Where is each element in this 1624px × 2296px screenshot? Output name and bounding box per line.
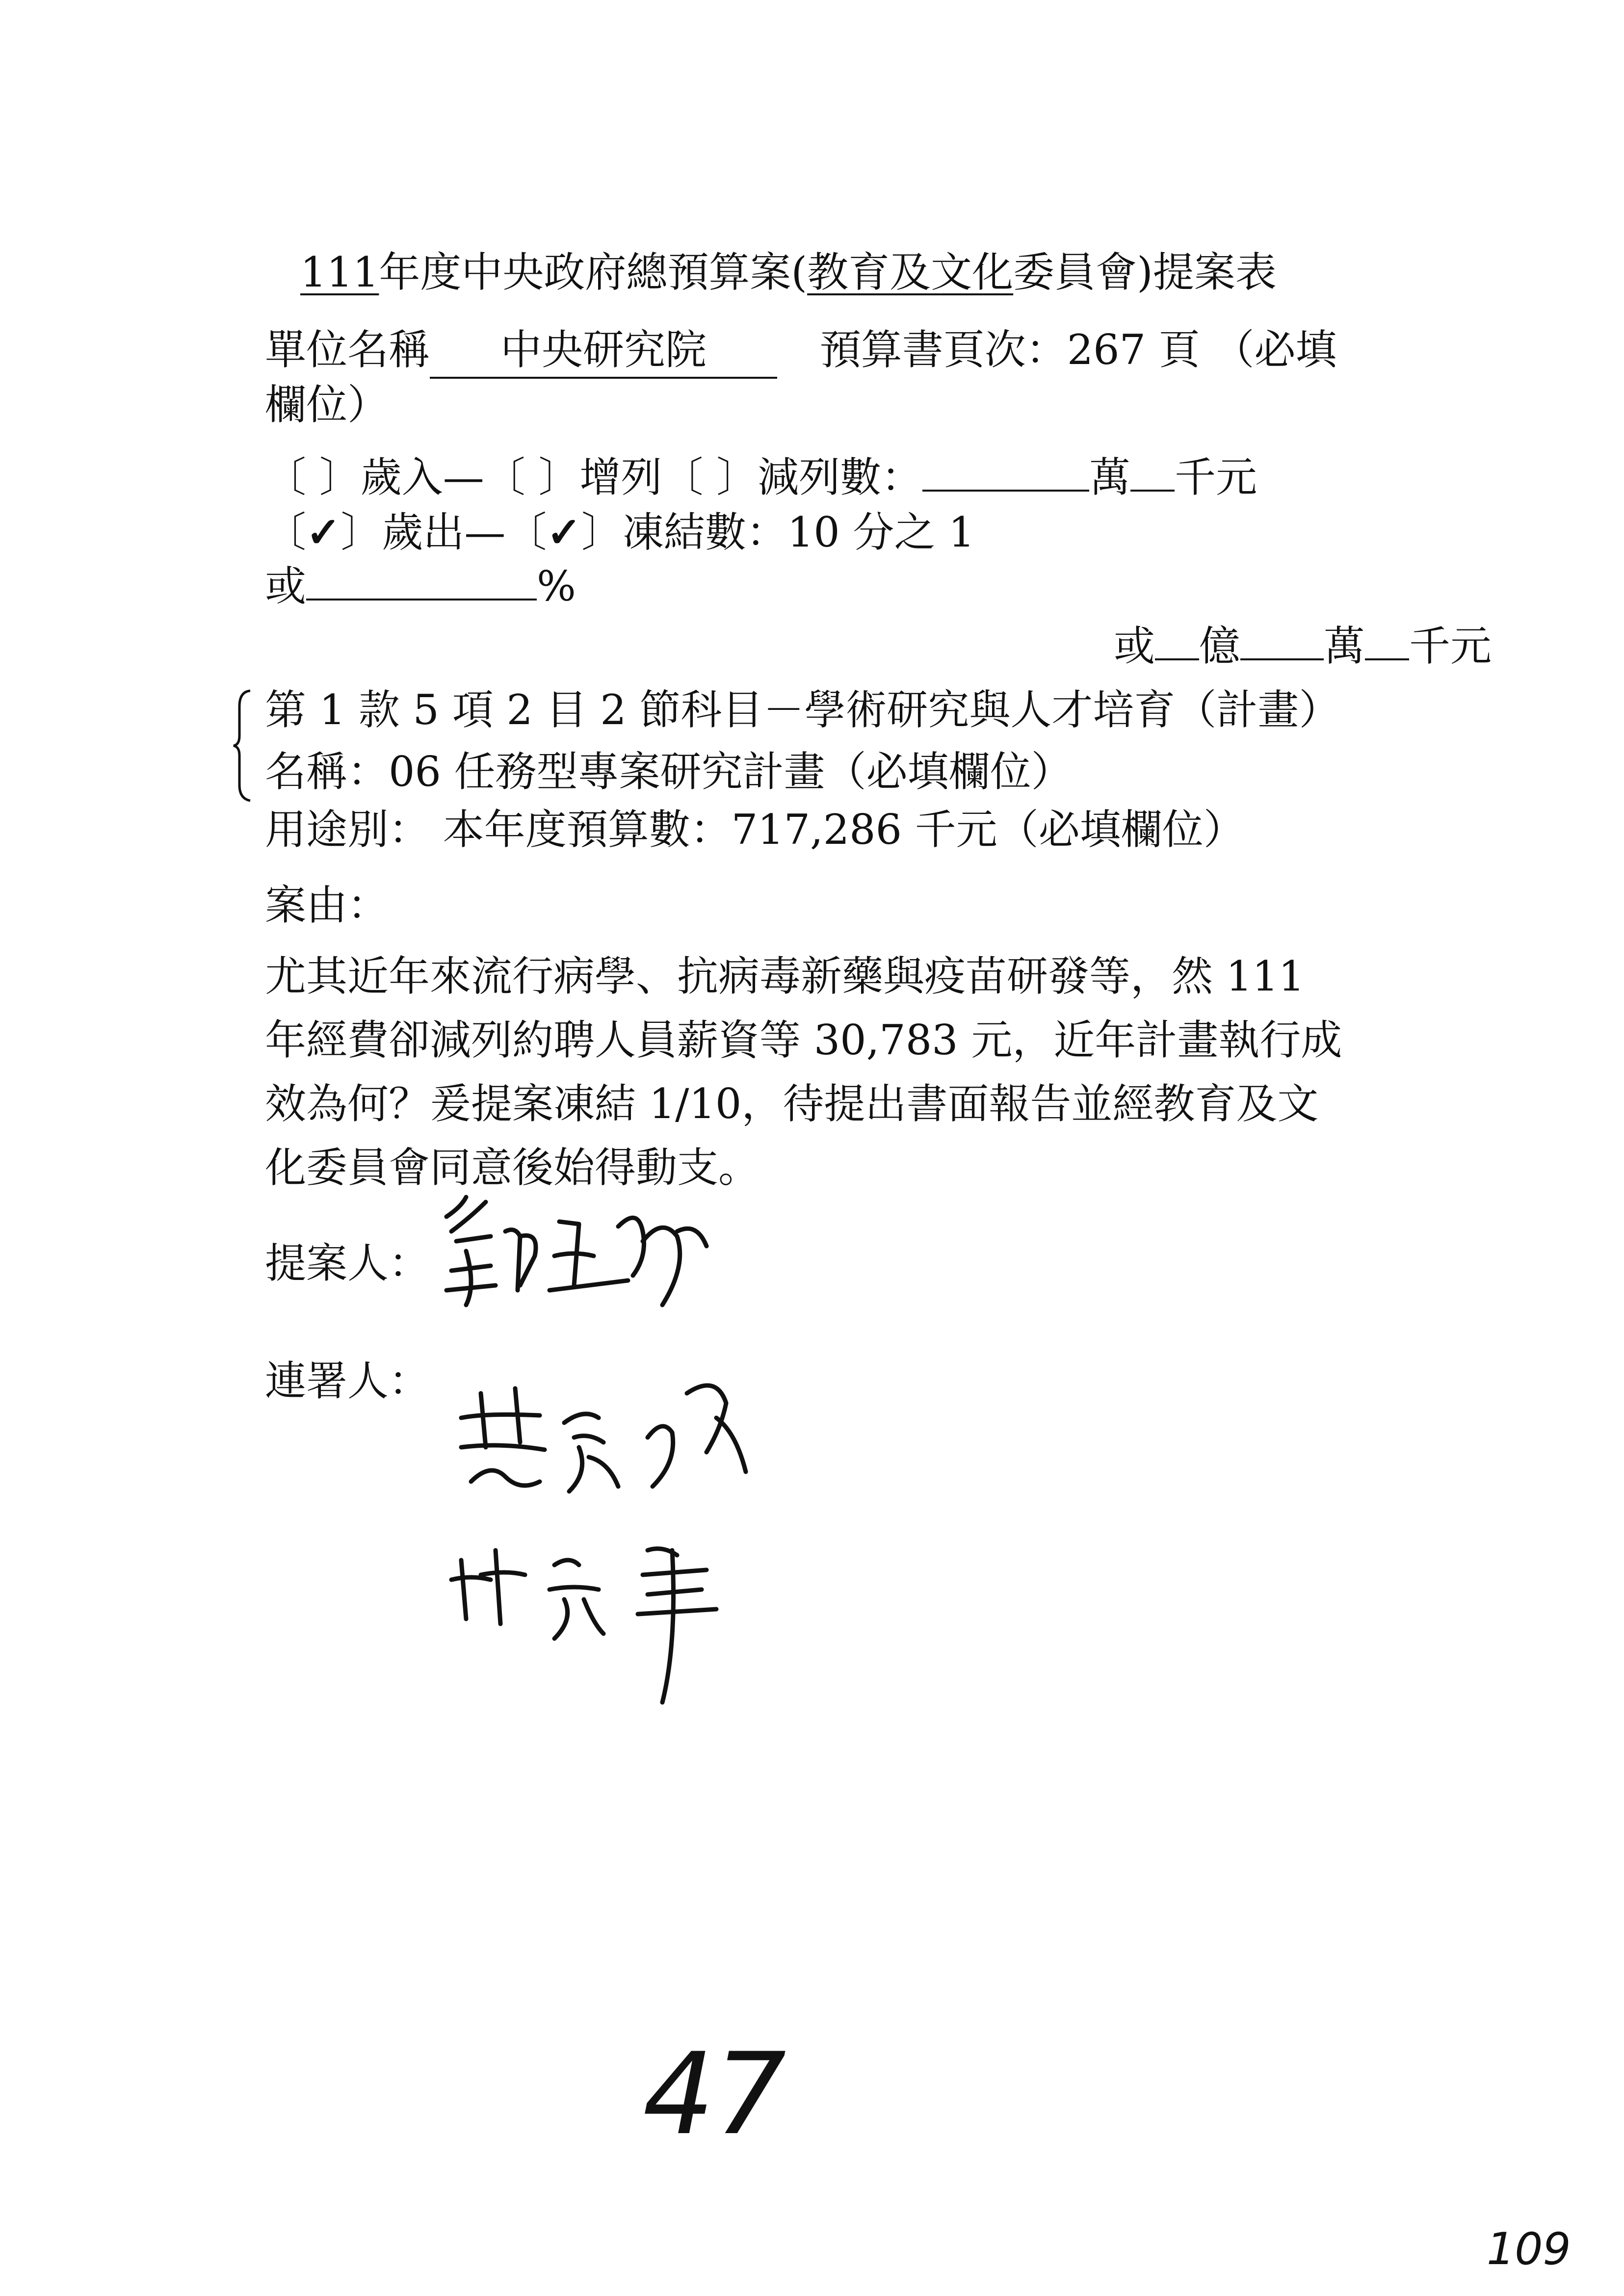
- amount-blank-qian: [1365, 624, 1409, 660]
- expend-open: 〔: [265, 508, 307, 556]
- income-blank-wan: [922, 455, 1089, 492]
- amount-or: 或: [1114, 622, 1155, 670]
- reason-line-2: 年經費卻減列約聘人員薪資等 30,783 元，近年計畫執行成: [265, 1016, 1342, 1064]
- amount-blank-yi: [1155, 624, 1199, 660]
- expend-mid: 〕歲出—〔: [341, 508, 547, 556]
- handwritten-number: 47: [643, 2029, 786, 2160]
- title-mid: 年度中央政府總預算案(: [379, 248, 808, 296]
- income-blank-qian: [1130, 455, 1175, 492]
- subject-line-1: 第 1 款 5 項 2 目 2 節科目－學術研究與人才培育（計畫）: [265, 686, 1340, 734]
- percent-blank: [306, 564, 537, 600]
- expenditure-row: [265, 505, 975, 559]
- reason-line-3: 效為何？爰提案凍結 1/10，待提出書面報告並經教育及文: [265, 1080, 1319, 1128]
- expend-end: 〕凍結數：10 分之 1: [581, 508, 975, 556]
- unit-row: [265, 323, 1336, 379]
- freeze-check-icon: ✓: [547, 508, 581, 556]
- cosigner-label: 連署人：: [265, 1357, 430, 1405]
- or-label: 或: [265, 562, 307, 610]
- amount-qian: 千元: [1409, 622, 1492, 670]
- proposer-signature: [432, 1187, 775, 1315]
- unit-label: 單位名稱: [265, 326, 430, 374]
- percent-row: [265, 559, 576, 613]
- unit-name: 中央研究院: [430, 323, 777, 379]
- income-row: [265, 450, 1257, 504]
- reason-line-4: 化委員會同意後始得動支。: [265, 1144, 760, 1192]
- amount-yi: 億: [1199, 622, 1241, 670]
- budget-page-label-cont: 欄位）: [265, 381, 389, 429]
- usage-line: 用途別： 本年度預算數：717,286 千元（必填欄位）: [265, 806, 1245, 854]
- title-year: 111: [300, 248, 379, 296]
- percent-sign: %: [537, 562, 576, 610]
- page-number: 109: [1487, 2223, 1571, 2275]
- expend-check-icon: ✓: [306, 508, 341, 556]
- cosigner-signature-2: [442, 1521, 805, 1707]
- cosigner-signature-1: [442, 1364, 805, 1511]
- income-text: 〔 〕歲入—〔 〕增列〔 〕減列數：: [265, 453, 923, 501]
- title-committee: 教育及文化: [807, 248, 1014, 296]
- proposer-label: 提案人：: [265, 1239, 430, 1287]
- subject-brace: [231, 687, 260, 805]
- title-end: 委員會)提案表: [1013, 248, 1277, 296]
- reason-line-1: 尤其近年來流行病學、抗病毒新藥與疫苗研發等，然 111: [265, 952, 1305, 1000]
- reason-label: 案由：: [265, 881, 389, 929]
- amount-wan: 萬: [1324, 622, 1365, 670]
- income-wan: 萬: [1089, 453, 1131, 501]
- budget-page-label: 預算書頁次：267 頁 （必填: [819, 326, 1337, 374]
- amount-row: [1114, 619, 1492, 673]
- subject-line-2: 名稱：06 任務型專案研究計畫（必填欄位）: [265, 748, 1073, 796]
- form-title: [300, 245, 1277, 299]
- amount-blank-wan: [1240, 624, 1324, 660]
- income-qian: 千元: [1175, 453, 1257, 501]
